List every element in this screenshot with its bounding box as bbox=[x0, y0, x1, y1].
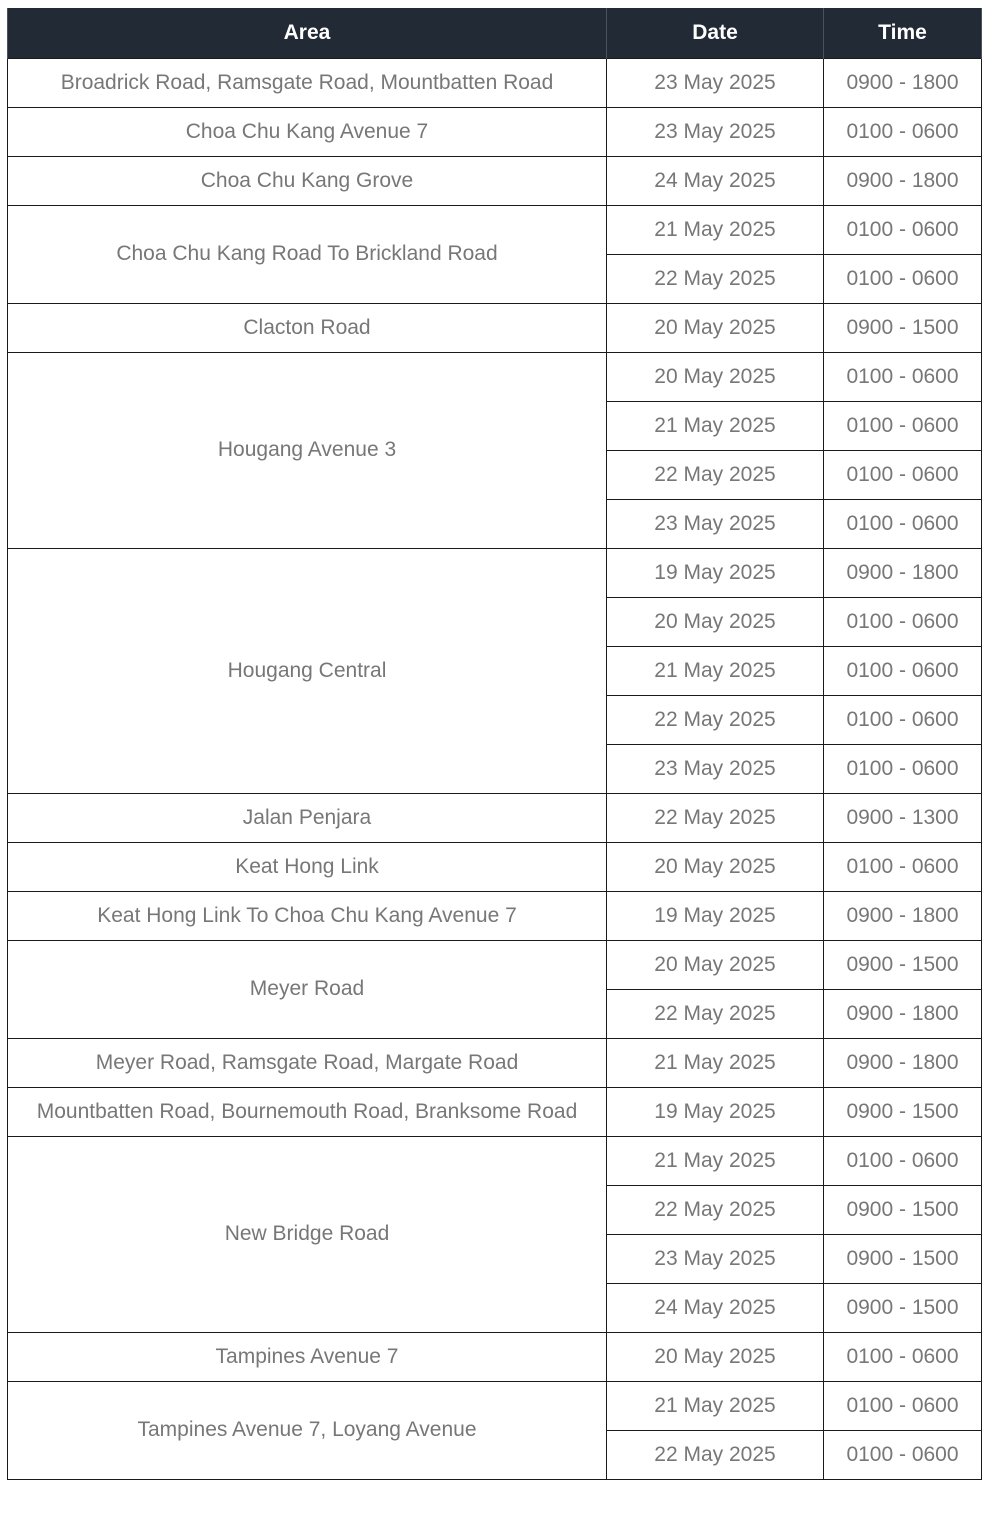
date-cell: 21 May 2025 bbox=[607, 205, 824, 254]
date-cell: 23 May 2025 bbox=[607, 107, 824, 156]
date-cell: 19 May 2025 bbox=[607, 891, 824, 940]
schedule-table bbox=[7, 8, 982, 1480]
date-cell: 23 May 2025 bbox=[607, 58, 824, 107]
date-cell: 23 May 2025 bbox=[607, 744, 824, 793]
time-cell: 0100 - 0600 bbox=[824, 695, 982, 744]
date-cell: 22 May 2025 bbox=[607, 793, 824, 842]
table-row bbox=[8, 156, 982, 205]
date-cell: 24 May 2025 bbox=[607, 156, 824, 205]
date-cell: 20 May 2025 bbox=[607, 1332, 824, 1381]
date-cell: 21 May 2025 bbox=[607, 1136, 824, 1185]
area-cell: Hougang Central bbox=[8, 548, 607, 793]
time-cell: 0900 - 1800 bbox=[824, 156, 982, 205]
area-cell: Choa Chu Kang Grove bbox=[8, 156, 607, 205]
table-row bbox=[8, 1381, 982, 1430]
table-row bbox=[8, 842, 982, 891]
area-cell: Keat Hong Link To Choa Chu Kang Avenue 7 bbox=[8, 891, 607, 940]
time-cell: 0900 - 1500 bbox=[824, 940, 982, 989]
date-cell: 22 May 2025 bbox=[607, 989, 824, 1038]
date-cell: 19 May 2025 bbox=[607, 1087, 824, 1136]
area-cell: Meyer Road bbox=[8, 940, 607, 1038]
time-cell: 0100 - 0600 bbox=[824, 646, 982, 695]
date-cell: 21 May 2025 bbox=[607, 401, 824, 450]
header-date: Date bbox=[607, 8, 824, 58]
time-cell: 0900 - 1500 bbox=[824, 1185, 982, 1234]
time-cell: 0100 - 0600 bbox=[824, 744, 982, 793]
time-cell: 0100 - 0600 bbox=[824, 597, 982, 646]
table-row bbox=[8, 1136, 982, 1185]
area-cell: Tampines Avenue 7 bbox=[8, 1332, 607, 1381]
date-cell: 21 May 2025 bbox=[607, 646, 824, 695]
time-cell: 0100 - 0600 bbox=[824, 1430, 982, 1479]
area-cell: Keat Hong Link bbox=[8, 842, 607, 891]
date-cell: 22 May 2025 bbox=[607, 1185, 824, 1234]
date-cell: 20 May 2025 bbox=[607, 842, 824, 891]
time-cell: 0100 - 0600 bbox=[824, 205, 982, 254]
time-cell: 0900 - 1800 bbox=[824, 1038, 982, 1087]
time-cell: 0100 - 0600 bbox=[824, 1332, 982, 1381]
area-cell: New Bridge Road bbox=[8, 1136, 607, 1332]
time-cell: 0100 - 0600 bbox=[824, 1381, 982, 1430]
area-cell: Broadrick Road, Ramsgate Road, Mountbatten Road bbox=[8, 58, 607, 107]
table-row bbox=[8, 891, 982, 940]
date-cell: 22 May 2025 bbox=[607, 695, 824, 744]
area-cell: Mountbatten Road, Bournemouth Road, Branksome Road bbox=[8, 1087, 607, 1136]
table-row bbox=[8, 107, 982, 156]
time-cell: 0900 - 1500 bbox=[824, 1087, 982, 1136]
time-cell: 0100 - 0600 bbox=[824, 450, 982, 499]
table-body bbox=[8, 58, 982, 1479]
area-cell: Meyer Road, Ramsgate Road, Margate Road bbox=[8, 1038, 607, 1087]
area-cell: Tampines Avenue 7, Loyang Avenue bbox=[8, 1381, 607, 1479]
area-cell: Choa Chu Kang Avenue 7 bbox=[8, 107, 607, 156]
table-row bbox=[8, 548, 982, 597]
table-row bbox=[8, 58, 982, 107]
date-cell: 23 May 2025 bbox=[607, 499, 824, 548]
time-cell: 0100 - 0600 bbox=[824, 842, 982, 891]
table-row bbox=[8, 793, 982, 842]
date-cell: 20 May 2025 bbox=[607, 597, 824, 646]
time-cell: 0900 - 1800 bbox=[824, 989, 982, 1038]
area-cell: Jalan Penjara bbox=[8, 793, 607, 842]
date-cell: 20 May 2025 bbox=[607, 303, 824, 352]
area-cell: Hougang Avenue 3 bbox=[8, 352, 607, 548]
date-cell: 21 May 2025 bbox=[607, 1038, 824, 1087]
time-cell: 0100 - 0600 bbox=[824, 1136, 982, 1185]
date-cell: 23 May 2025 bbox=[607, 1234, 824, 1283]
time-cell: 0900 - 1800 bbox=[824, 58, 982, 107]
time-cell: 0900 - 1300 bbox=[824, 793, 982, 842]
time-cell: 0900 - 1500 bbox=[824, 1234, 982, 1283]
area-cell: Clacton Road bbox=[8, 303, 607, 352]
header-area: Area bbox=[8, 8, 607, 58]
table-row bbox=[8, 1038, 982, 1087]
area-cell: Choa Chu Kang Road To Brickland Road bbox=[8, 205, 607, 303]
date-cell: 22 May 2025 bbox=[607, 254, 824, 303]
date-cell: 20 May 2025 bbox=[607, 940, 824, 989]
table-row bbox=[8, 352, 982, 401]
table-row bbox=[8, 1332, 982, 1381]
time-cell: 0900 - 1800 bbox=[824, 891, 982, 940]
table-row bbox=[8, 205, 982, 254]
table-row bbox=[8, 1087, 982, 1136]
date-cell: 22 May 2025 bbox=[607, 1430, 824, 1479]
time-cell: 0100 - 0600 bbox=[824, 352, 982, 401]
date-cell: 24 May 2025 bbox=[607, 1283, 824, 1332]
table-row bbox=[8, 940, 982, 989]
time-cell: 0100 - 0600 bbox=[824, 499, 982, 548]
table-header-row bbox=[8, 8, 982, 58]
date-cell: 19 May 2025 bbox=[607, 548, 824, 597]
time-cell: 0900 - 1500 bbox=[824, 303, 982, 352]
header-time: Time bbox=[824, 8, 982, 58]
date-cell: 21 May 2025 bbox=[607, 1381, 824, 1430]
time-cell: 0100 - 0600 bbox=[824, 401, 982, 450]
time-cell: 0900 - 1800 bbox=[824, 548, 982, 597]
time-cell: 0100 - 0600 bbox=[824, 254, 982, 303]
table-row bbox=[8, 303, 982, 352]
date-cell: 20 May 2025 bbox=[607, 352, 824, 401]
date-cell: 22 May 2025 bbox=[607, 450, 824, 499]
time-cell: 0100 - 0600 bbox=[824, 107, 982, 156]
time-cell: 0900 - 1500 bbox=[824, 1283, 982, 1332]
